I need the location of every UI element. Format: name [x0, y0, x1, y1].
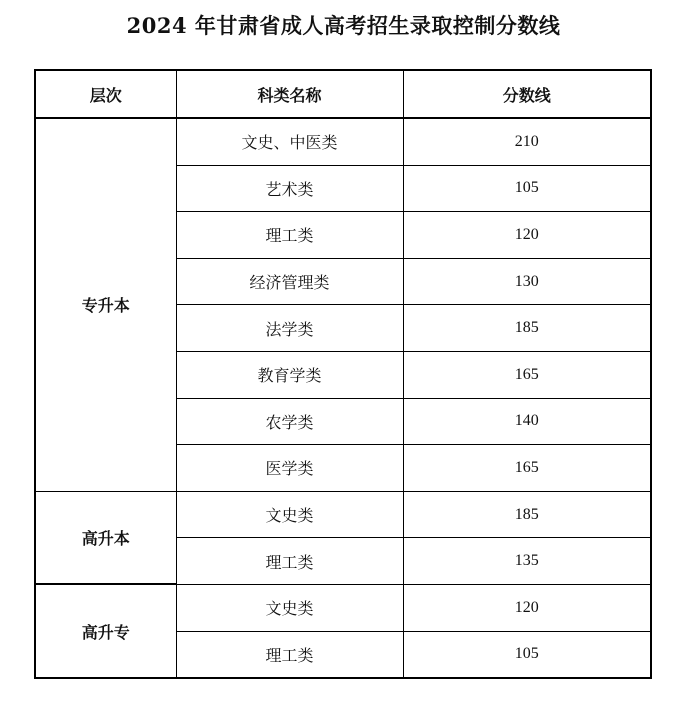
- score-cell: 185: [403, 305, 651, 352]
- score-cell: 135: [403, 538, 651, 585]
- table-row: [35, 118, 651, 165]
- score-cell: 105: [403, 631, 651, 678]
- category-cell: 教育学类: [176, 351, 403, 398]
- category-cell: 理工类: [176, 538, 403, 585]
- score-cell: 165: [403, 351, 651, 398]
- score-cell: 130: [403, 258, 651, 305]
- score-cell: 120: [403, 212, 651, 259]
- category-cell: 艺术类: [176, 165, 403, 212]
- category-cell: 农学类: [176, 398, 403, 445]
- score-cell: 210: [403, 118, 651, 165]
- level-cell: 高升专: [35, 584, 176, 678]
- page-title: 2024 年甘肃省成人高考招生录取控制分数线: [126, 13, 561, 38]
- category-cell: 理工类: [176, 212, 403, 259]
- score-cell: 140: [403, 398, 651, 445]
- column-header-category: 科类名称: [176, 70, 403, 118]
- category-cell: 文史、中医类: [176, 118, 403, 165]
- column-header-level: 层次: [35, 70, 176, 118]
- table-header-row: [35, 70, 651, 118]
- level-cell: 专升本: [35, 118, 176, 491]
- category-cell: 文史类: [176, 491, 403, 538]
- score-cell: 120: [403, 584, 651, 631]
- category-cell: 文史类: [176, 584, 403, 631]
- score-cell: 185: [403, 491, 651, 538]
- category-cell: 经济管理类: [176, 258, 403, 305]
- level-cell: 高升本: [35, 491, 176, 584]
- category-cell: 理工类: [176, 631, 403, 678]
- column-header-score: 分数线: [403, 70, 651, 118]
- score-cell: 165: [403, 445, 651, 492]
- category-cell: 医学类: [176, 445, 403, 492]
- table-row: [35, 491, 651, 538]
- category-cell: 法学类: [176, 305, 403, 352]
- score-table: [34, 69, 652, 679]
- score-cell: 105: [403, 165, 651, 212]
- table-row: [35, 584, 651, 631]
